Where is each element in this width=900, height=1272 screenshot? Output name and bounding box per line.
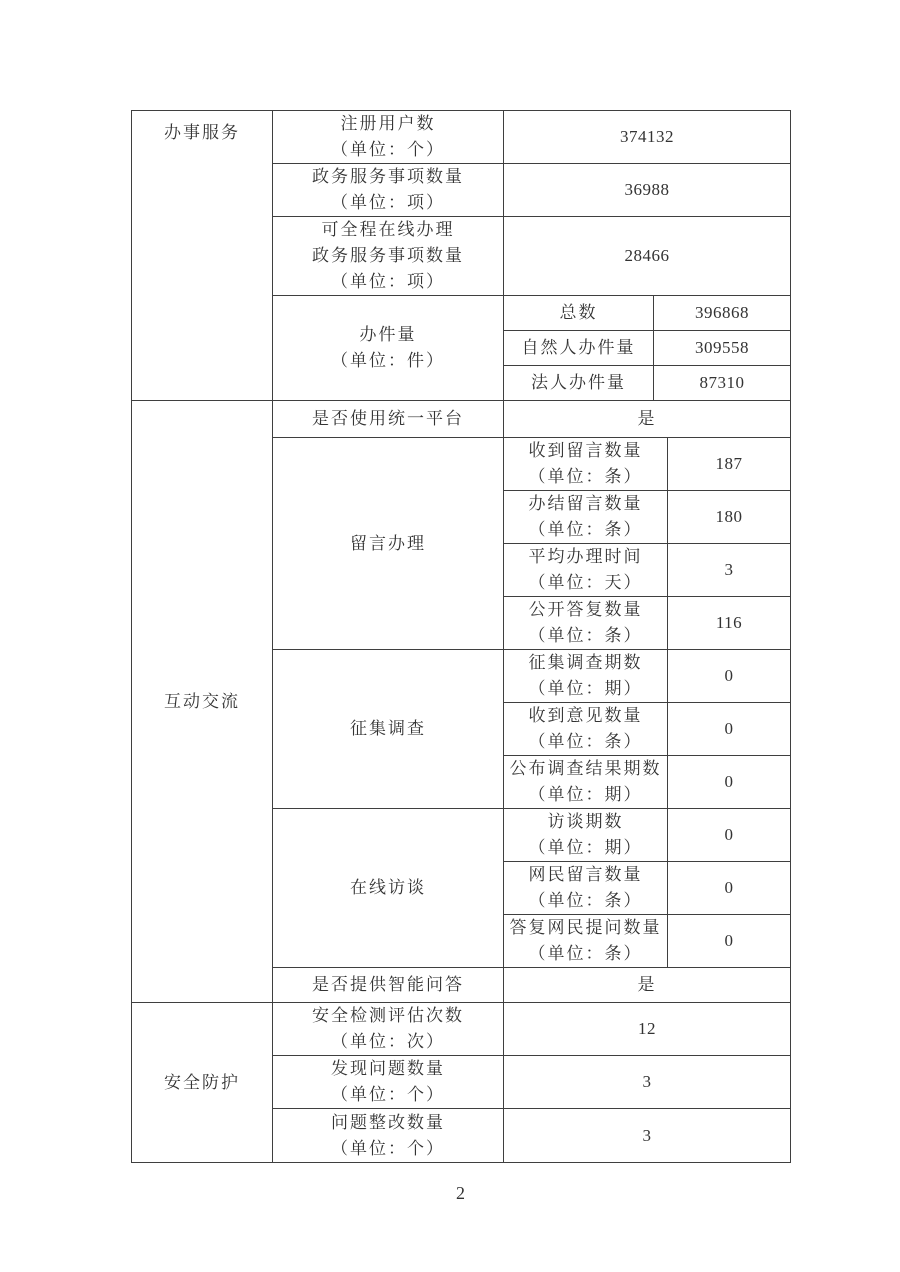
subname-cell-interview-answers: [504, 915, 668, 968]
label-line: 可全程在线办理: [321, 220, 455, 239]
unit-line: （单位：条）: [528, 944, 643, 963]
value-cell-registered-users: 374132: [504, 111, 791, 164]
label-line: 公开答复数量: [528, 600, 643, 619]
label-line: 平均办理时间: [528, 547, 643, 566]
value-cell-survey-results: 0: [668, 756, 791, 809]
subname-cell-survey-periods: [504, 650, 668, 703]
label-cell-smart-qa: 是否提供智能问答: [273, 968, 504, 1003]
value-cell-case-legal: 87310: [654, 366, 791, 401]
value-cell-case-total: 396868: [654, 296, 791, 331]
value-cell-smart-qa: 是: [504, 968, 791, 1003]
label-line: 办结留言数量: [528, 494, 643, 513]
label-line: 收到留言数量: [528, 441, 643, 460]
group-label-security: 安全防护: [164, 1072, 240, 1092]
value-cell-msg-completed: 180: [668, 491, 791, 544]
subname-cell-interview-messages: [504, 862, 668, 915]
value-cell-msg-public-replies: 116: [668, 597, 791, 650]
label-line: 安全检测评估次数: [312, 1006, 464, 1025]
label-line: 访谈期数: [547, 812, 624, 831]
label-line: 征集调查期数: [528, 653, 643, 672]
value-cell-problems-fixed: 3: [504, 1109, 791, 1163]
value-cell-interview-answers: 0: [668, 915, 791, 968]
label-cell-interview: 在线访谈: [273, 809, 504, 968]
unit-line: （单位：个）: [331, 1138, 445, 1158]
label-cell-unified-platform: 是否使用统一平台: [273, 401, 504, 438]
subname-cell-case-natural: 自然人办件量: [504, 331, 654, 366]
subname-cell-case-total: 总数: [504, 296, 654, 331]
value-cell-full-online-items: 28466: [504, 217, 791, 296]
subname-cell-survey-opinions: [504, 703, 668, 756]
subname-cell-case-legal: 法人办件量: [504, 366, 654, 401]
unit-line: （单位：次）: [331, 1032, 445, 1051]
unit-line: （单位：天）: [528, 573, 643, 592]
label-cell-registered-users: [273, 111, 504, 164]
label-line: 发现问题数量: [331, 1059, 445, 1078]
label-line: 问题整改数量: [331, 1112, 445, 1132]
label-line: 政务服务事项数量: [312, 246, 464, 265]
subname-cell-survey-results: [504, 756, 668, 809]
unit-line: （单位：期）: [528, 838, 643, 857]
unit-line: （单位：项）: [331, 193, 445, 212]
value-cell-msg-received: 187: [668, 438, 791, 491]
unit-line: （单位：项）: [331, 272, 445, 291]
label-cell-problems-found: [273, 1056, 504, 1109]
value-cell-gov-service-items: 36988: [504, 164, 791, 217]
value-cell-survey-opinions: 0: [668, 703, 791, 756]
unit-line: （单位：个）: [331, 140, 445, 159]
label-line: 收到意见数量: [528, 706, 643, 725]
value-cell-unified-platform: 是: [504, 401, 791, 438]
group-cell-service: [132, 111, 273, 401]
subname-cell-msg-avg-time: [504, 544, 668, 597]
subname-cell-interview-periods: [504, 809, 668, 862]
value-cell-msg-avg-time: 3: [668, 544, 791, 597]
unit-line: （单位：条）: [528, 467, 643, 486]
label-line: 政务服务事项数量: [312, 167, 464, 186]
unit-line: （单位：期）: [528, 785, 643, 804]
label-cell-message-handling: 留言办理: [273, 438, 504, 650]
unit-line: （单位：件）: [331, 351, 445, 370]
label-cell-assessments: [273, 1003, 504, 1056]
value-cell-assessments: 12: [504, 1003, 791, 1056]
unit-line: （单位：条）: [528, 732, 643, 751]
label-cell-survey: 征集调查: [273, 650, 504, 809]
annual-report-table: [131, 110, 791, 1163]
subname-cell-msg-public-replies: [504, 597, 668, 650]
label-line: 答复网民提问数量: [509, 918, 662, 937]
group-cell-security: [132, 1003, 273, 1163]
label-line: 注册用户数: [340, 114, 436, 133]
unit-line: （单位：期）: [528, 679, 643, 698]
label-line: 公布调查结果期数: [509, 759, 662, 778]
subname-cell-msg-completed: [504, 491, 668, 544]
value-cell-survey-periods: 0: [668, 650, 791, 703]
unit-line: （单位：个）: [331, 1085, 445, 1104]
label-cell-case-volume: [273, 296, 504, 401]
label-line: 网民留言数量: [528, 865, 643, 884]
value-cell-interview-periods: 0: [668, 809, 791, 862]
unit-line: （单位：条）: [528, 626, 643, 645]
unit-line: （单位：条）: [528, 891, 643, 910]
group-label-interaction: 互动交流: [164, 691, 240, 711]
value-cell-interview-messages: 0: [668, 862, 791, 915]
subname-cell-msg-received: [504, 438, 668, 491]
value-cell-problems-found: 3: [504, 1056, 791, 1109]
label-line: 办件量: [359, 325, 417, 344]
label-cell-full-online-items: [273, 217, 504, 296]
unit-line: （单位：条）: [528, 520, 643, 539]
label-cell-problems-fixed: [273, 1109, 504, 1163]
value-cell-case-natural: 309558: [654, 331, 791, 366]
page-number: 2: [456, 1183, 465, 1203]
label-cell-gov-service-items: [273, 164, 504, 217]
group-cell-interaction: [132, 401, 273, 1003]
group-label-service: 办事服务: [164, 123, 240, 142]
